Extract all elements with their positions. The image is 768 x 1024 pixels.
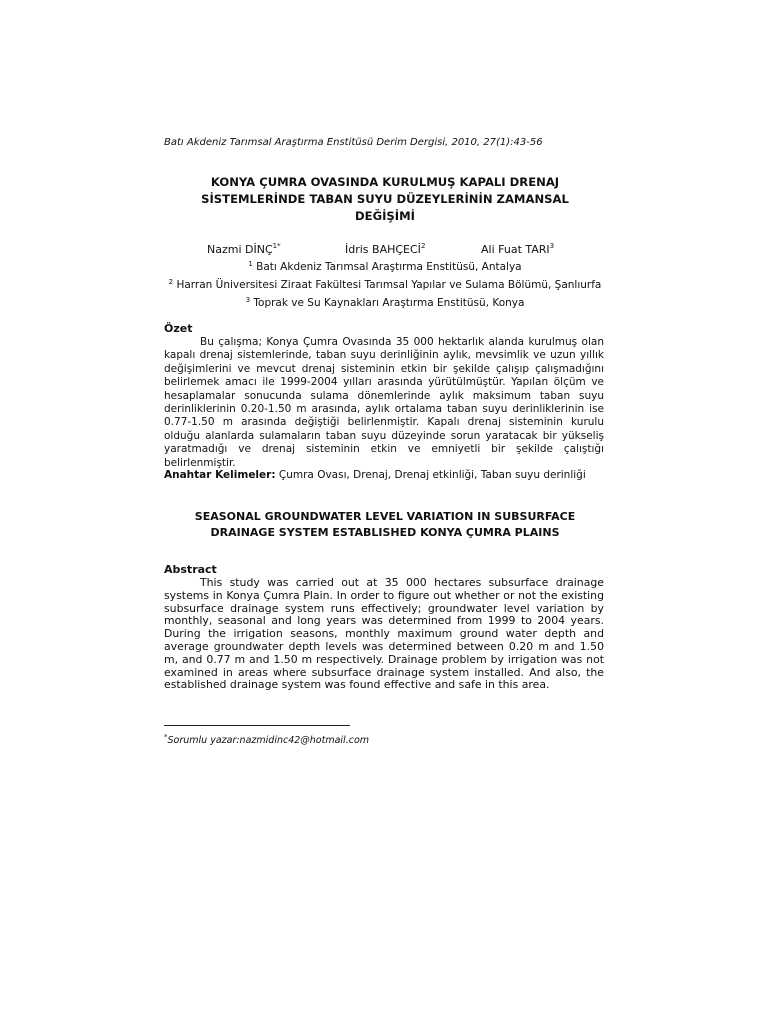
keywords-label: Anahtar Kelimeler: <box>164 469 276 481</box>
affiliation-mark: 2 <box>168 278 174 286</box>
author-name: Nazmi DİNÇ <box>207 243 273 256</box>
title-line: KONYA ÇUMRA OVASINDA KURULMUŞ KAPALI DRENAJ <box>210 175 560 189</box>
title-line: SİSTEMLERİNDE TABAN SUYU DÜZEYLERİNİN ZAMANSAL <box>201 192 569 206</box>
title-line: DEĞİŞİMİ <box>355 209 415 223</box>
author-name: Ali Fuat TARI <box>481 243 550 256</box>
journal-citation: Batı Akdeniz Tarımsal Araştırma Enstitüsü Derim Dergisi, 2010, 27(1):43-56 <box>164 137 543 148</box>
title-line: DRAINAGE SYSTEM ESTABLISHED KONYA ÇUMRA PLAINS <box>210 526 560 539</box>
footnote-mark: * <box>164 733 168 741</box>
author <box>345 242 425 256</box>
abstract-heading: Abstract <box>164 563 217 576</box>
author-name: İdris BAHÇECİ <box>345 243 421 256</box>
keywords-text: Çumra Ovası, Drenaj, Drenaj etkinliği, Taban suyu derinliği <box>278 469 586 481</box>
affiliation-mark: 1 <box>248 260 253 268</box>
author-mark: 1* <box>272 242 281 250</box>
affiliation <box>150 257 620 275</box>
affiliation <box>150 275 620 293</box>
affiliations <box>150 257 620 311</box>
ozet-heading: Özet <box>164 322 193 335</box>
author <box>481 242 554 256</box>
author-mark: 2 <box>420 242 426 250</box>
affiliation-text: Toprak ve Su Kaynakları Araştırma Enstitüsü, Konya <box>253 297 525 309</box>
author <box>207 242 281 256</box>
keywords <box>164 469 604 481</box>
ozet-text: Bu çalışma; Konya Çumra Ovasında 35 000 hektarlık alanda kurulmuş olan kapalı drenaj sistemlerinde, taban suyu derinliğinin aylık, mevsimlik ve uzun yıllık değişimlerini ve mevcut drenaj sisteminin etkin bir şekilde çalışıp çalışmadığını belirlemek amacı ile 1999-2004 yılları arasında yürütülmüştür. Yapılan ölçüm ve hesaplamalar sonucunda sulama dönemlerinde aylık maksimum taban suyu derinliklerinin 0.20-1.50 m arasında, aylık ortalama taban suyu derinliklerinin ise 0.77-1.50 m arasında değiştiği belirlenmiştir. Kapalı drenaj sisteminin kurulu olduğu alanlarda sulamaların taban suyu düzeyinde sorun yaratacak bir yükseliş yaratmadığı ve drenaj sisteminin etkin ve emniyetli bir şekilde çalıştığı belirlenmiştir. <box>164 336 604 469</box>
affiliation <box>150 293 620 311</box>
author-mark: 3 <box>549 242 555 250</box>
affiliation-text: Harran Üniversitesi Ziraat Fakültesi Tarımsal Yapılar ve Sulama Bölümü, Şanlıurfa <box>176 279 602 291</box>
affiliation-text: Batı Akdeniz Tarımsal Araştırma Enstitüsü, Antalya <box>256 261 522 273</box>
footnote-rule <box>164 725 350 726</box>
affiliation-mark: 3 <box>245 296 251 304</box>
footnote <box>164 733 369 746</box>
abstract-text: This study was carried out at 35 000 hectares subsurface drainage systems in Konya Çumra Plain. In order to figure out whether or not the existing subsurface drainage system runs effectively; groundwater level variation by monthly, seasonal and long years was determined from 1999 to 2004 years. During the irrigation seasons, monthly maximum ground water depth and average groundwater depth levels was determined between 0.20 m and 1.50 m, and 0.77 m and 1.50 m respectively. Drainage problem by irrigation was not examined in areas where subsurface drainage system installed. And also, the established drainage system was found effective and safe in this area. <box>164 576 604 692</box>
title-english <box>160 509 610 541</box>
title-line: SEASONAL GROUNDWATER LEVEL VARIATION IN SUBSURFACE <box>194 510 576 523</box>
title-turkish <box>160 174 610 225</box>
footnote-text: Sorumlu yazar:nazmidinc42@hotmail.com <box>167 735 370 746</box>
